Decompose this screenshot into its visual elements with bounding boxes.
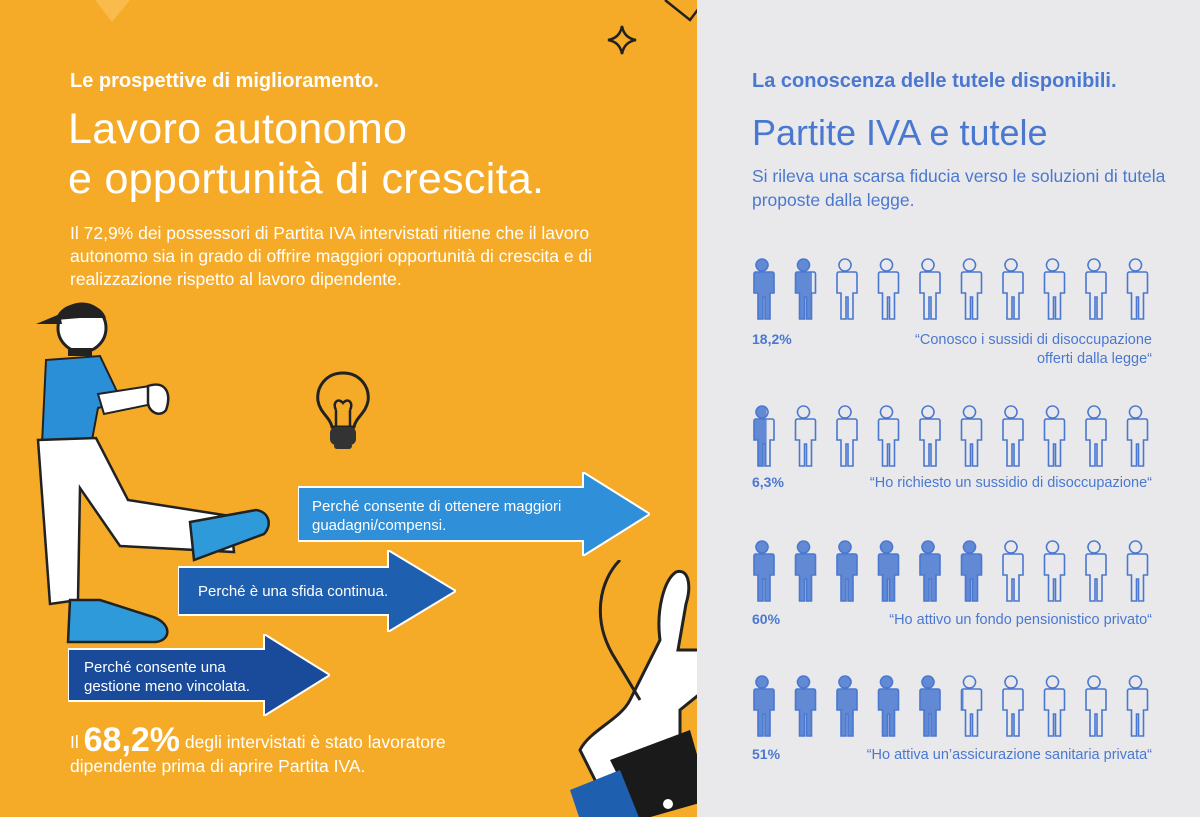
- stat-percent: 6,3%: [752, 474, 784, 490]
- person-icon: [1128, 406, 1148, 466]
- left-stat-line2: dipendente prima di aprire Partita IVA.: [70, 756, 366, 776]
- left-stat: [70, 721, 446, 778]
- right-title: Partite IVA e tutele: [752, 112, 1048, 153]
- person-icon: [1128, 676, 1148, 736]
- person-icon: [837, 541, 857, 601]
- left-title: [68, 104, 544, 204]
- arrow-reason-3-line1: Perché consente una: [84, 659, 226, 676]
- left-kicker: Le prospettive di miglioramento.: [70, 70, 379, 92]
- lightbulb-icon: [308, 365, 378, 455]
- stat-row: [752, 537, 1152, 637]
- left-body: Il 72,9% dei possessori di Partita IVA intervistati ritiene che il lavoro autonomo sia in grado di offrire maggiori opportunità di crescita e di realizzazione rispetto al lavoro dipendente.: [70, 223, 593, 289]
- person-icon: [1045, 541, 1065, 601]
- person-icon: [962, 406, 982, 466]
- sparkle-icon: [608, 26, 636, 54]
- arrow-reason-2: [178, 550, 456, 632]
- left-stat-prefix: Il: [70, 732, 79, 752]
- person-icon: [962, 541, 982, 601]
- person-icon: [920, 541, 940, 601]
- person-icon: [1003, 541, 1023, 601]
- person-icon: [1003, 259, 1023, 319]
- left-stat-value: 68,2%: [83, 721, 181, 759]
- person-icon: [1086, 676, 1106, 736]
- arrow-reason-1-line1: Perché consente di ottenere maggiori: [312, 498, 562, 515]
- stat-quote-line2: offerti dalla legge“: [1036, 351, 1152, 367]
- stat-percent: 51%: [752, 746, 781, 762]
- left-title-line1: Lavoro autonomo: [68, 105, 408, 153]
- stat-row: [752, 255, 1152, 375]
- decor-triangle: [95, 0, 130, 22]
- arrow-reason-1-line2: guadagni/compensi.: [312, 517, 447, 534]
- stat-quote: [822, 331, 1152, 369]
- person-icon-row: [752, 672, 1152, 738]
- stat-quote: [822, 746, 1152, 765]
- person-icon: [962, 676, 982, 736]
- arrow-reason-2-line1: Perché è una sfida continua.: [198, 583, 389, 600]
- person-icon: [920, 676, 940, 736]
- person-icon-row: [752, 537, 1152, 603]
- person-icon: [879, 541, 899, 601]
- person-icon: [796, 676, 816, 736]
- left-title-line2: e opportunità di crescita.: [68, 155, 545, 203]
- stat-row: [752, 672, 1152, 772]
- person-icon: [879, 406, 899, 466]
- person-icon-row: [752, 402, 1152, 468]
- right-panel: [697, 0, 1200, 817]
- person-icon: [754, 676, 774, 736]
- person-icon: [962, 259, 982, 319]
- stat-percent: 18,2%: [752, 331, 792, 347]
- stat-quote-line1: “Ho attiva un’assicurazione sanitaria privata“: [866, 747, 1152, 763]
- person-icon: [837, 676, 857, 736]
- person-icon: [879, 676, 899, 736]
- stat-row: [752, 402, 1152, 502]
- person-icon: [1045, 406, 1065, 466]
- person-icon: [837, 259, 857, 319]
- person-icon: [1128, 259, 1148, 319]
- person-icon: [754, 541, 774, 601]
- person-icon: [1003, 676, 1023, 736]
- right-kicker: La conoscenza delle tutele disponibili.: [752, 70, 1117, 92]
- stat-quote: [822, 611, 1152, 630]
- person-icon: [837, 406, 857, 466]
- person-icon-row: [752, 255, 1152, 321]
- person-icon: [920, 259, 940, 319]
- person-icon: [1086, 406, 1106, 466]
- person-icon: [1086, 541, 1106, 601]
- person-icon: [754, 259, 774, 319]
- stat-percent: 60%: [752, 611, 781, 627]
- person-icon: [796, 406, 816, 466]
- star-outline-icon: [665, 0, 697, 20]
- person-icon: [879, 259, 899, 319]
- person-icon: [1003, 406, 1023, 466]
- arrow-reason-3-line2: gestione meno vincolata.: [84, 678, 250, 695]
- person-icon: [920, 406, 940, 466]
- stat-quote-line1: “Conosco i sussidi di disoccupazione: [915, 332, 1152, 348]
- person-icon: [1045, 259, 1065, 319]
- stat-quote: [822, 474, 1152, 493]
- person-icon: [1128, 541, 1148, 601]
- person-icon: [754, 406, 774, 466]
- person-icon: [796, 259, 816, 319]
- arrow-reason-1: [298, 472, 650, 556]
- stat-quote-line1: “Ho richiesto un sussidio di disoccupazione“: [869, 475, 1152, 491]
- person-icon: [1045, 676, 1065, 736]
- person-icon: [796, 541, 816, 601]
- right-subtitle: Si rileva una scarsa fiducia verso le soluzioni di tutela proposte dalla legge.: [752, 166, 1166, 210]
- stat-quote-line1: “Ho attivo un fondo pensionistico privato“: [889, 612, 1152, 628]
- hand-illustration: [560, 560, 697, 817]
- arrow-reason-3: [68, 634, 330, 716]
- left-stat-suffix: degli intervistati è stato lavoratore: [184, 732, 446, 752]
- person-icon: [1086, 259, 1106, 319]
